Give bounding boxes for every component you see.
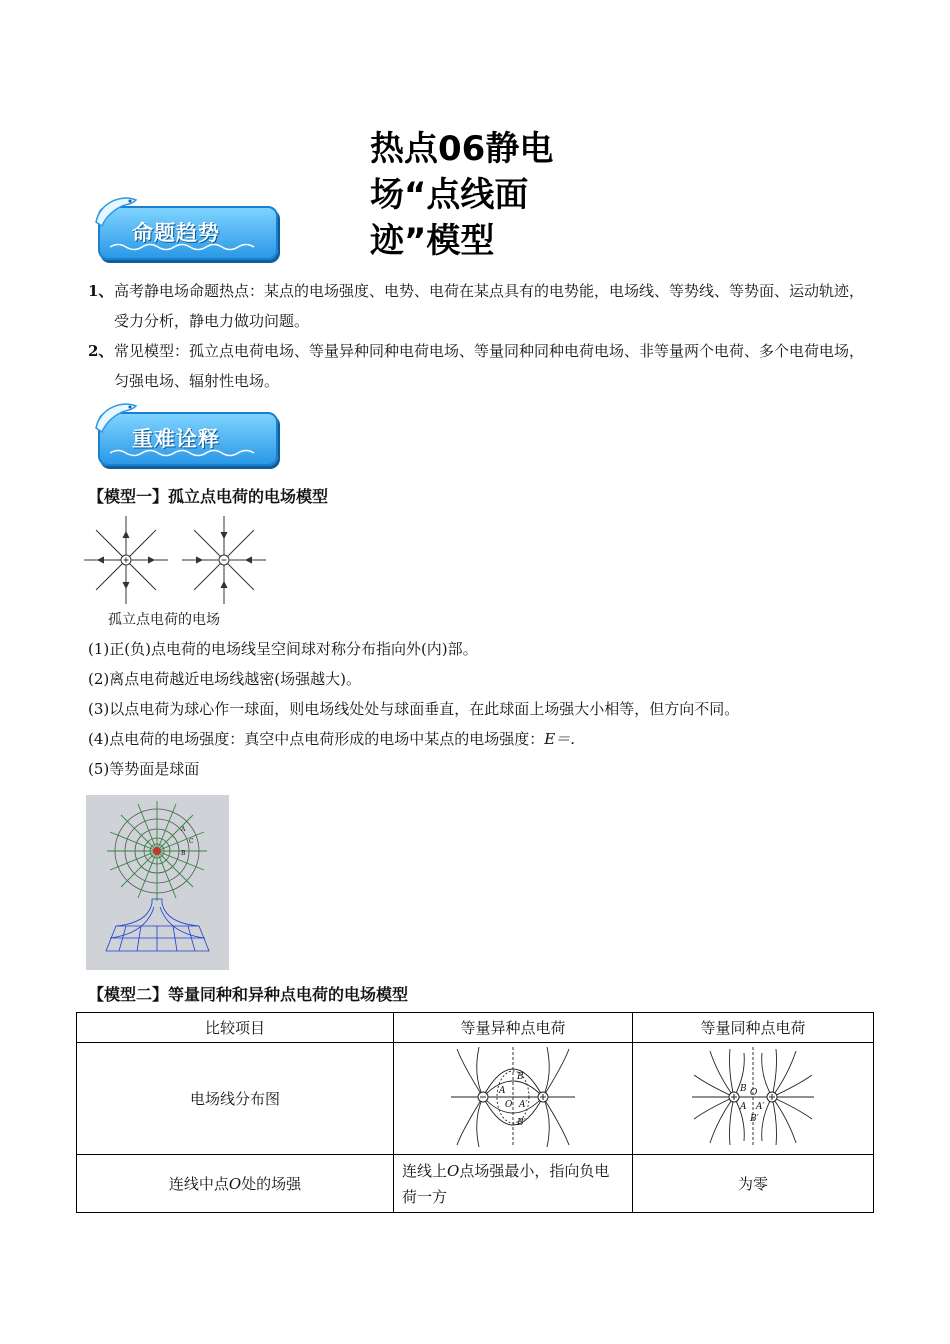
same-charge-value: 为零	[633, 1155, 874, 1213]
title-line-3: 迹”模型	[370, 221, 495, 261]
point-charge-figure	[84, 514, 274, 606]
model2-heading: 【模型二】等量同种和异种点电荷的电场模型	[88, 985, 409, 1004]
same-charge-diagram-cell	[633, 1043, 874, 1155]
label-part: 连线中点	[168, 1175, 229, 1193]
label-a: A	[181, 826, 186, 833]
label-B-prime: B′	[517, 1117, 526, 1128]
point-1: (1)正(负)点电荷的电场线呈空间球对称分布指向外(内)部。	[88, 640, 478, 658]
banner-label: 命题趋势	[132, 221, 220, 245]
item-text: 高考静电场命题热点：某点的电场强度、电势、电荷在某点具有的电势能，电场线、等势线、等势面、运动轨迹，受力分析，静电力做功问题。	[114, 282, 865, 330]
header-cell: 等量异种点电荷	[394, 1013, 633, 1043]
negative-charge-lines	[182, 516, 266, 604]
opposite-charge-value	[394, 1155, 633, 1213]
label-O: O	[505, 1099, 513, 1110]
value-var: O	[447, 1161, 460, 1180]
label-A-prime: A′	[519, 1099, 528, 1110]
item-number: 1、	[88, 282, 114, 300]
same-charges-field-diagram	[688, 1045, 818, 1149]
value-part: 点场强最小，指向负电荷一方	[402, 1161, 610, 1206]
label-A-prime: A′	[756, 1101, 765, 1112]
wave-decoration	[110, 242, 260, 252]
point-4-text: (4)点电荷的电场强度：真空中点电荷形成的电场中某点的电场强度：	[88, 730, 545, 748]
row-label: 电场线分布图	[77, 1043, 394, 1155]
point-4	[88, 724, 878, 754]
concentric-circles	[107, 801, 207, 901]
title-line-2: 场“点线面	[370, 175, 529, 215]
header-cell: 等量同种点电荷	[633, 1013, 874, 1043]
label-A: A	[499, 1085, 506, 1096]
intro-item	[88, 336, 868, 396]
opposite-charges-field-diagram	[443, 1045, 583, 1149]
title-line-1: 热点06静电	[370, 129, 554, 169]
explain-banner	[92, 398, 282, 468]
model1-heading: 【模型一】孤立点电荷的电场模型	[88, 487, 329, 506]
label-var: O	[228, 1175, 242, 1193]
trend-banner	[92, 192, 282, 262]
equipotential-figure	[86, 795, 229, 970]
row-label	[77, 1155, 394, 1213]
label-B-prime: B′	[750, 1113, 759, 1124]
figure-caption: 孤立点电荷的电场	[108, 612, 220, 628]
point-3: (3)以点电荷为球心作一球面，则电场线处处与球面垂直，在此球面上场强大小相等，但方向不同。	[88, 700, 740, 718]
table-header-row	[77, 1013, 874, 1043]
label-O: O	[750, 1087, 758, 1098]
comparison-table	[76, 1012, 874, 1213]
point-5: (5)等势面是球面	[88, 760, 200, 778]
item-text: 常见模型：孤立点电荷电场、等量异种同种电荷电场、等量同种同种电荷电场、非等量两个电荷、多个电荷电场，匀强电场、辐射性电场。	[114, 342, 865, 390]
label-c: C	[189, 838, 194, 845]
label-B: B	[517, 1071, 524, 1082]
table-row	[77, 1043, 874, 1155]
label-part: 处的场强	[241, 1175, 302, 1193]
point-2: (2)离点电荷越近电场线越密(场强越大)。	[88, 670, 361, 688]
intro-list	[88, 276, 868, 396]
value-part: 连线上	[402, 1161, 448, 1180]
wave-decoration	[110, 448, 260, 458]
opposite-charge-diagram-cell	[394, 1043, 633, 1155]
item-number: 2、	[88, 342, 114, 360]
model1-points	[88, 634, 878, 784]
page-title	[370, 126, 585, 264]
field-formula: E＝.	[544, 730, 575, 748]
label-b: B	[181, 850, 186, 857]
intro-item	[88, 276, 868, 336]
label-B: B	[740, 1083, 747, 1094]
table-row	[77, 1155, 874, 1213]
banner-label: 重难诠释	[132, 427, 220, 451]
header-cell: 比较项目	[77, 1013, 394, 1043]
label-A: A	[740, 1101, 747, 1112]
positive-charge-lines	[84, 516, 168, 604]
